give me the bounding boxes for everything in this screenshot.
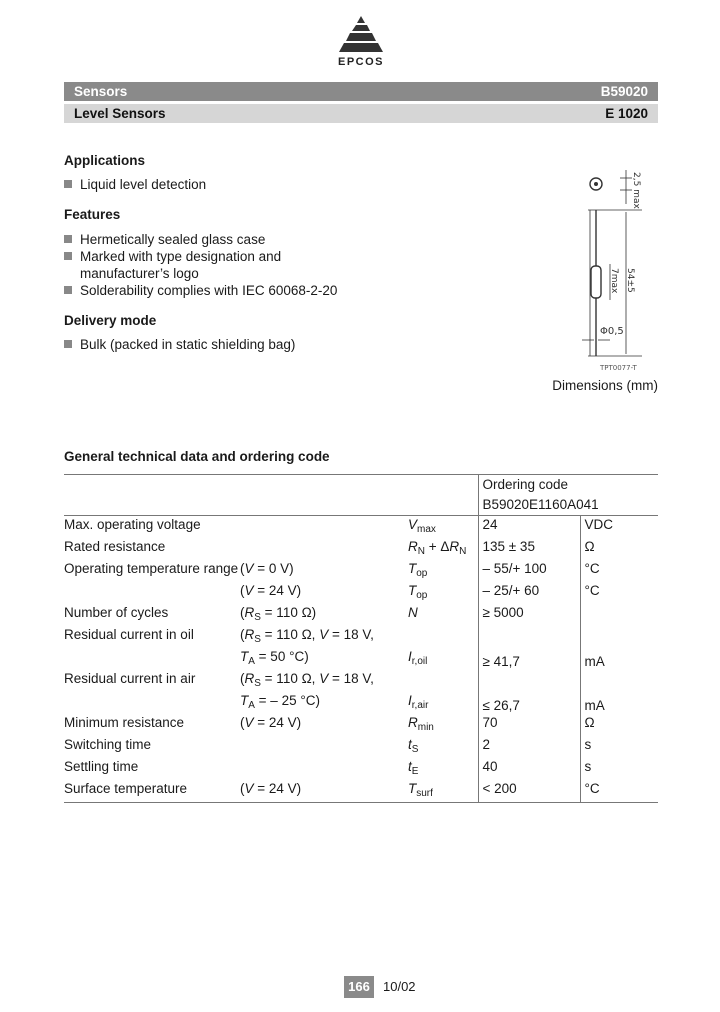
delivery-heading: Delivery mode — [64, 313, 157, 328]
value-cell: – 25/+ 60 — [478, 582, 580, 604]
list-item-text: Marked with type designation and — [80, 249, 282, 264]
param-cell: Max. operating voltage — [64, 517, 201, 532]
condition-cell: ($R_S = 110$ Ω, V = 18 V, $T_A$ = – 25 °C) — [240, 671, 374, 711]
value-cell: < 200 — [478, 780, 580, 803]
logo-text: EPCOS — [337, 56, 384, 68]
param-cell: Minimum resistance — [64, 715, 185, 730]
dim-top-label: 2,5 max — [631, 172, 641, 209]
value-cell: – 55/+ 100 — [478, 560, 580, 582]
table-row — [64, 582, 658, 604]
param-cell — [64, 582, 240, 604]
param-cell: Rated resistance — [64, 539, 166, 554]
page-number: 166 — [344, 976, 374, 998]
condition-cell: ($R_S = 110$ Ω, V = 18 V, $T_A = 50$ °C) — [240, 627, 374, 667]
table-row — [64, 714, 658, 736]
table-row — [64, 670, 658, 714]
value-cell: 70 — [478, 714, 580, 736]
param-cell: Operating temperature range — [64, 561, 239, 576]
list-item-text: Liquid level detection — [80, 177, 207, 192]
list-item-text: Hermetically sealed glass case — [80, 232, 266, 247]
symbol-cell: $t_S$ — [408, 737, 419, 755]
drawing-id: TPT0077-T — [600, 364, 637, 372]
list-item — [64, 283, 337, 298]
value-cell: 24 — [478, 516, 580, 539]
dim-total-label: 54±5 — [625, 268, 635, 293]
symbol-cell: $V_{max}$ — [408, 517, 436, 535]
subcategory-label: Level Sensors — [74, 106, 166, 121]
condition-cell: ($R_S = 110$ Ω) — [240, 605, 317, 623]
applications-heading: Applications — [64, 153, 146, 168]
symbol-cell: $T_{op}$ — [408, 583, 428, 601]
value-cell: ≥ 41,7 — [478, 626, 580, 670]
value-cell: 40 — [478, 758, 580, 780]
product-code: B59020 — [600, 84, 648, 99]
list-item-text: manufacturer’s logo — [80, 266, 199, 281]
list-item — [64, 337, 295, 352]
unit-cell: s — [580, 758, 658, 780]
unit-cell — [580, 604, 658, 626]
epcos-logo-icon — [336, 16, 386, 56]
dim-body-label: 7max — [609, 268, 619, 294]
table-row — [64, 780, 658, 803]
unit-cell: °C — [580, 582, 658, 604]
unit-cell: Ω — [580, 538, 658, 560]
list-item-text: Solderability complies with IEC 60068-2-20 — [80, 283, 338, 298]
unit-cell: Ω — [580, 714, 658, 736]
subcategory-bar — [64, 104, 658, 123]
features-heading: Features — [64, 207, 121, 222]
param-cell: Residual current in oil — [64, 627, 194, 642]
table-header-row — [64, 495, 658, 516]
param-cell: Surface temperature — [64, 780, 240, 803]
table-row — [64, 626, 658, 670]
table-row — [64, 516, 658, 539]
list-item-text: Bulk (packed in static shielding bag) — [80, 337, 296, 352]
symbol-cell: N — [408, 605, 418, 620]
symbol-cell: $I_{r,air}$ — [408, 693, 429, 711]
page-date: 10/02 — [383, 979, 416, 994]
unit-cell: mA — [580, 626, 658, 670]
type-code: E 1020 — [605, 106, 648, 121]
condition-cell: (V = 24 V) — [240, 780, 408, 803]
value-cell: 135 ± 35 — [478, 538, 580, 560]
table-row — [64, 604, 658, 626]
param-cell: Residual current in air — [64, 671, 196, 686]
unit-cell: VDC — [580, 516, 658, 539]
condition-cell: (V = 24 V) — [240, 583, 302, 598]
condition-cell: (V = 0 V) — [240, 561, 294, 576]
category-label: Sensors — [74, 84, 128, 99]
symbol-cell: $T_{surf}$ — [408, 780, 478, 803]
list-item — [64, 177, 206, 192]
table-header-row — [64, 475, 658, 496]
symbol-cell: $t_E$ — [408, 759, 419, 777]
list-item-continuation — [64, 266, 199, 281]
dimensions-caption: Dimensions (mm) — [552, 378, 658, 393]
param-cell: Switching time — [64, 737, 152, 752]
symbol-cell: $T_{op}$ — [408, 561, 428, 579]
category-bar — [64, 82, 658, 101]
condition-cell — [240, 516, 408, 539]
unit-cell: °C — [580, 780, 658, 803]
ordering-code-label: Ordering code — [478, 475, 658, 496]
value-cell: ≤ 26,7 — [478, 670, 580, 714]
condition-cell — [240, 736, 408, 758]
unit-cell: s — [580, 736, 658, 758]
condition-cell — [240, 758, 408, 780]
table-row — [64, 736, 658, 758]
dimension-drawing — [560, 160, 660, 380]
unit-cell: mA — [580, 670, 658, 714]
value-cell: ≥ 5000 — [478, 604, 580, 626]
symbol-cell: $R_N + \Delta R_N$ — [408, 539, 467, 557]
value-cell: 2 — [478, 736, 580, 758]
table-row — [64, 538, 658, 560]
dim-wire-label: Φ0,5 — [600, 326, 624, 337]
technical-data-table — [64, 474, 658, 803]
symbol-cell: $R_{min}$ — [408, 715, 434, 733]
param-cell: Settling time — [64, 759, 139, 774]
condition-cell — [240, 538, 408, 560]
condition-cell: (V = 24 V) — [240, 715, 302, 730]
param-cell: Number of cycles — [64, 605, 169, 620]
unit-cell: °C — [580, 560, 658, 582]
table-row — [64, 758, 658, 780]
table-row — [64, 560, 658, 582]
list-item — [64, 232, 265, 247]
list-item — [64, 249, 281, 264]
symbol-cell: $I_{r,oil}$ — [408, 649, 428, 667]
table-title: General technical data and ordering code — [64, 449, 330, 464]
ordering-code: B59020E1160A041 — [478, 495, 658, 516]
